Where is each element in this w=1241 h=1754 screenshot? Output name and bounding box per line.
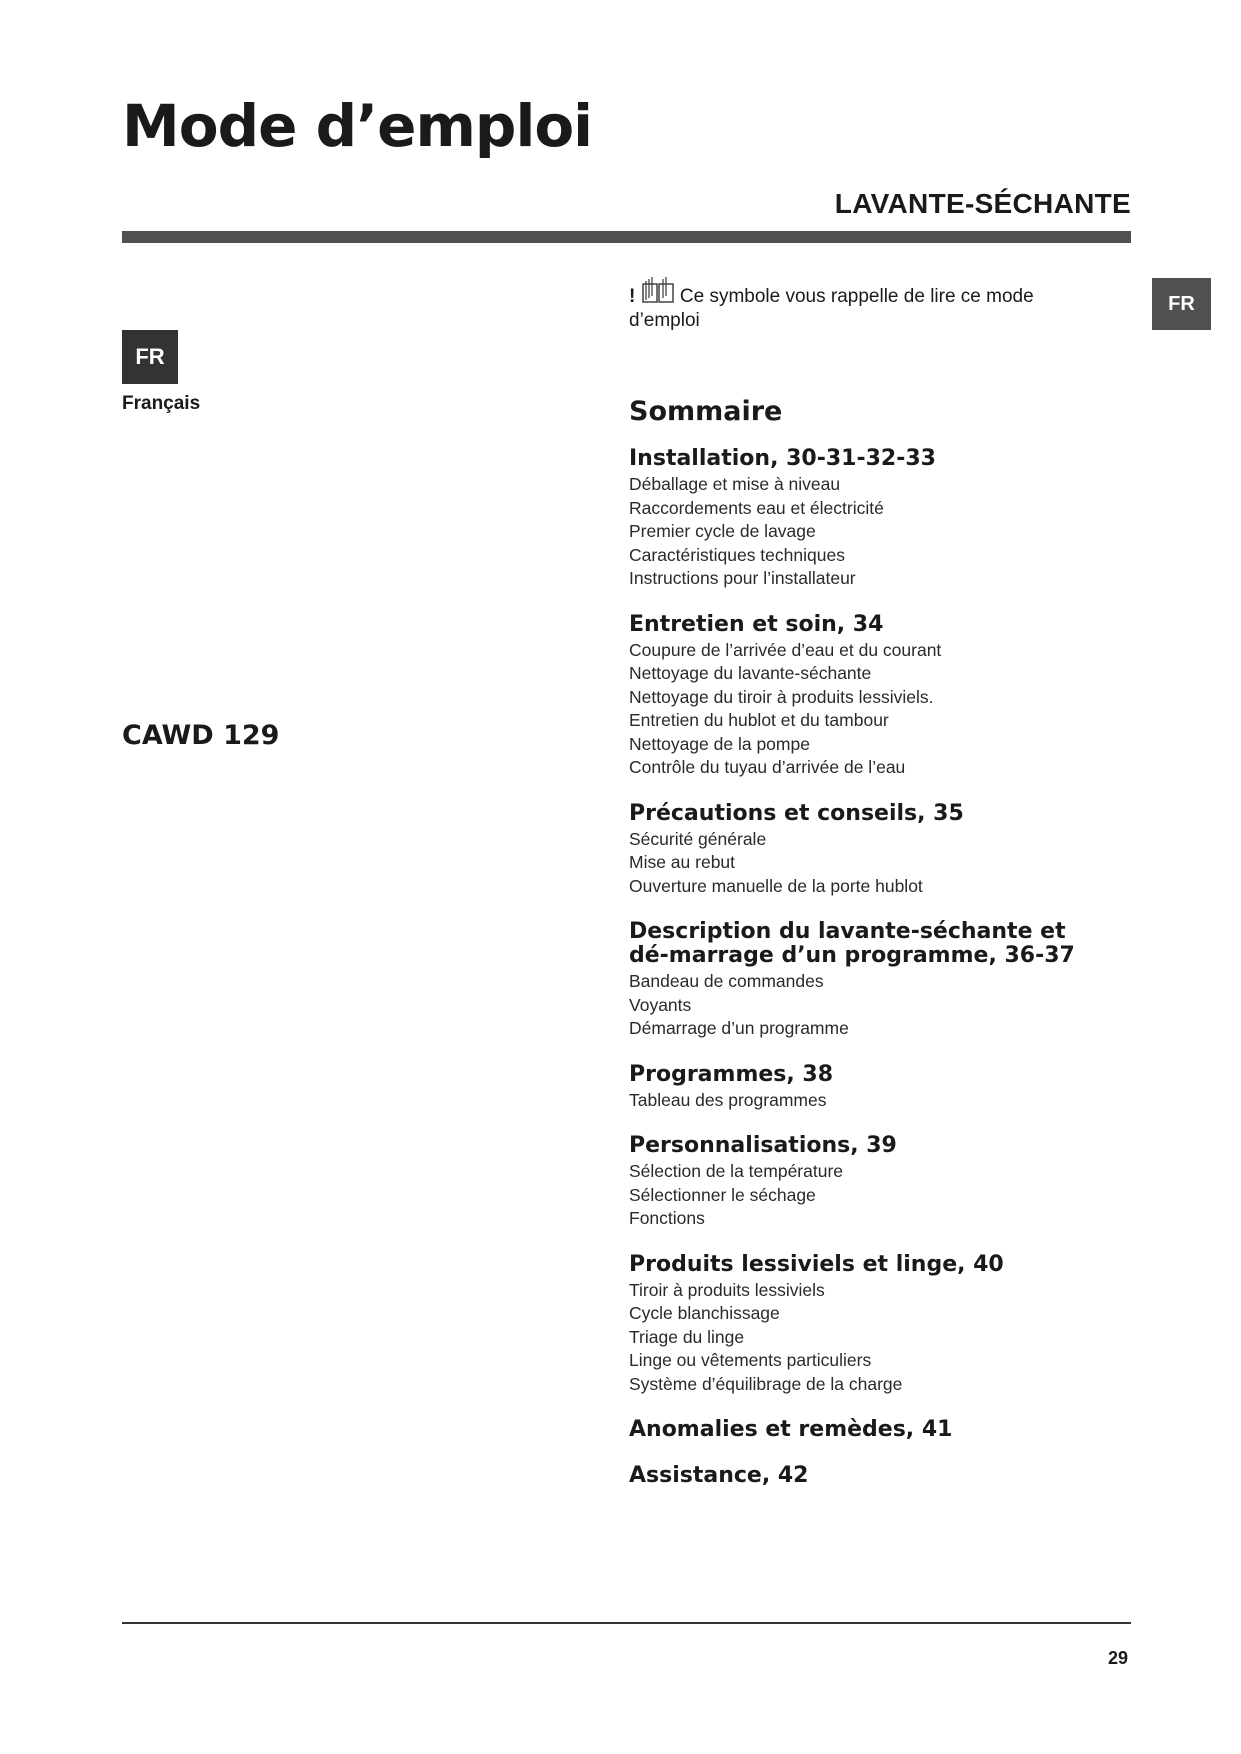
toc-section-personalisation <box>629 1134 1109 1231</box>
toc-section-programmes <box>629 1063 1109 1113</box>
toc-item: Nettoyage du lavante-séchante <box>629 663 872 683</box>
toc-item: Sécurité générale <box>629 828 767 849</box>
toc-section-title[interactable]: Personnalisations, 39 <box>629 1133 897 1158</box>
model-number: CAWD 129 <box>122 720 280 751</box>
toc-section-detergents <box>629 1253 1109 1397</box>
toc-item: Coupure de l’arrivée d’eau et du courant <box>629 639 942 660</box>
toc-item: Système d’équilibrage de la charge <box>629 1373 903 1394</box>
toc-item: Raccordements eau et électricité <box>629 497 884 518</box>
toc-item: Nettoyage du tiroir à produits lessiviels. <box>629 686 934 707</box>
header-divider <box>122 231 1131 243</box>
language-side-tab[interactable]: FR <box>1152 278 1211 330</box>
toc-item: Ouverture manuelle de la porte hublot <box>629 875 923 896</box>
toc-section-title[interactable]: Description du lavante-séchante et dé-marrage d’un programme, 36-37 <box>629 919 1075 968</box>
toc-section-title[interactable]: Anomalies et remèdes, 41 <box>629 1417 953 1442</box>
contents-title: Sommaire <box>629 396 783 427</box>
toc-item: Linge ou vêtements particuliers <box>629 1350 872 1370</box>
toc-item: Triage du linge <box>629 1326 745 1347</box>
book-icon <box>641 276 675 304</box>
product-type-heading: LAVANTE-SÉCHANTE <box>834 188 1131 219</box>
toc-item: Tableau des programmes <box>629 1089 827 1110</box>
toc-section-assistance <box>629 1464 1109 1488</box>
toc-section-title[interactable]: Programmes, 38 <box>629 1061 834 1087</box>
language-code-badge: FR <box>122 330 178 384</box>
language-name: Français <box>122 393 201 414</box>
toc-item: Sélectionner le séchage <box>629 1184 816 1205</box>
toc-item: Mise au rebut <box>629 852 736 872</box>
toc-item: Fonctions <box>629 1208 705 1228</box>
toc-item: Déballage et mise à niveau <box>629 474 841 494</box>
toc-section-title[interactable]: Assistance, 42 <box>629 1463 809 1488</box>
toc-item: Cycle blanchissage <box>629 1303 780 1323</box>
toc-item: Tiroir à produits lessiviels <box>629 1279 825 1300</box>
toc-item: Instructions pour l’installateur <box>629 568 856 588</box>
toc-section-precautions <box>629 802 1109 899</box>
toc-item: Contrôle du tuyau d’arrivée de l’eau <box>629 757 906 777</box>
table-of-contents <box>629 396 1109 1510</box>
toc-section-installation <box>629 447 1109 591</box>
toc-item: Caractéristiques techniques <box>629 544 845 565</box>
toc-item: Entretien du hublot et du tambour <box>629 710 889 730</box>
toc-item: Premier cycle de lavage <box>629 521 816 541</box>
toc-item: Démarrage d’un programme <box>629 1018 849 1038</box>
notice-text: Ce symbole vous rappelle de lire ce mode d’emploi <box>629 286 1034 331</box>
toc-section-title[interactable]: Entretien et soin, 34 <box>629 611 884 637</box>
toc-item: Bandeau de commandes <box>629 971 824 991</box>
toc-item: Nettoyage de la pompe <box>629 733 810 754</box>
toc-section-title[interactable]: Précautions et conseils, 35 <box>629 800 964 826</box>
toc-section-troubleshooting <box>629 1418 1109 1442</box>
toc-section-maintenance <box>629 613 1109 780</box>
page-title: Mode d’emploi <box>122 92 593 160</box>
notice-exclamation: ! <box>629 286 636 307</box>
toc-section-title[interactable]: Installation, 30-31-32-33 <box>629 446 936 471</box>
page-number: 29 <box>1107 1648 1128 1668</box>
reading-notice <box>629 276 1099 333</box>
toc-item: Sélection de la température <box>629 1161 844 1181</box>
toc-section-description <box>629 920 1109 1041</box>
toc-item: Voyants <box>629 994 692 1015</box>
footer-divider <box>122 1622 1131 1624</box>
toc-section-title[interactable]: Produits lessiviels et linge, 40 <box>629 1251 1004 1277</box>
